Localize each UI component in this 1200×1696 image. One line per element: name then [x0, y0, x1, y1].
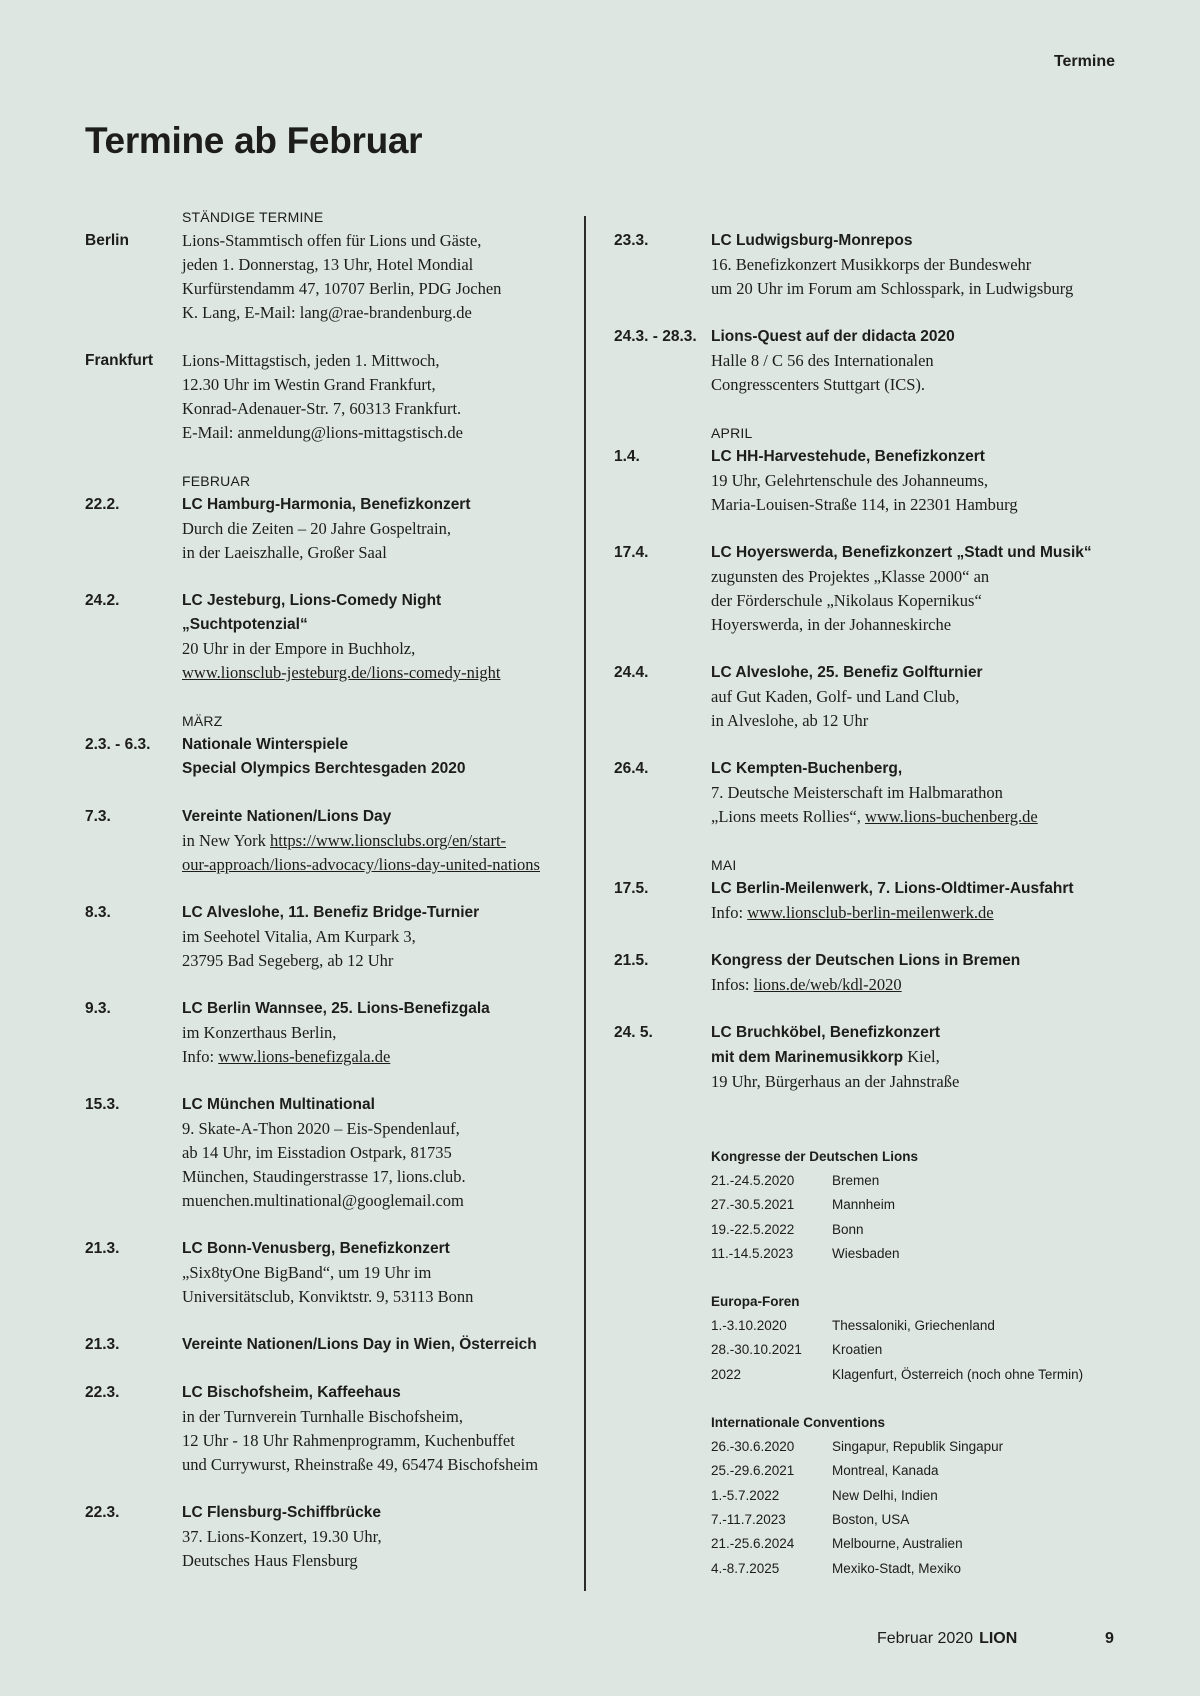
event-text: 37. Lions-Konzert, 19.30 Uhr, [182, 1527, 382, 1546]
event-entry [614, 757, 1134, 829]
event-details [182, 1501, 575, 1573]
event-title: LC Kempten-Buchenberg, [711, 760, 903, 777]
event-details [182, 1237, 575, 1309]
event-details [711, 325, 1134, 397]
event-link[interactable]: www.lions-buchenberg.de [864, 807, 1038, 826]
event-text: Universitätsclub, Konviktstr. 9, 53113 Bonn [182, 1287, 474, 1306]
event-text [182, 829, 575, 853]
event-details [711, 661, 1134, 733]
event-text-prefix: Infos: [711, 975, 754, 994]
table-location: Bremen [832, 1173, 880, 1188]
event-text [711, 973, 1134, 997]
event-text: ab 14 Uhr, im Eisstadion Ostpark, 81735 [182, 1143, 452, 1162]
event-details [182, 493, 575, 565]
table-date: 21.-25.6.2024 [711, 1536, 795, 1552]
dates-table-title: Europa-Foren [711, 1294, 800, 1310]
table-date: 1.-5.7.2022 [711, 1487, 780, 1503]
table-date: 1.-3.10.2020 [711, 1318, 787, 1334]
month-heading: MÄRZ [182, 713, 223, 729]
event-entry [85, 349, 575, 445]
event-text: 23795 Bad Segeberg, ab 12 Uhr [182, 951, 394, 970]
table-location: Mannheim [832, 1197, 896, 1213]
event-title: Special Olympics Berchtesgaden 2020 [182, 760, 466, 777]
event-entry [85, 229, 575, 325]
event-text [182, 1045, 575, 1069]
event-details [711, 541, 1134, 637]
page-number: 9 [1105, 1630, 1114, 1647]
dates-table [711, 1290, 1131, 1387]
event-date: 21.3. [85, 1336, 120, 1353]
table-location: Melbourne, Australien [832, 1536, 963, 1552]
event-entry [85, 493, 575, 565]
event-entry [614, 541, 1134, 637]
event-text: zugunsten des Projektes „Klasse 2000“ an [711, 567, 990, 586]
event-date: 26.4. [614, 760, 649, 777]
event-entry [85, 1093, 575, 1213]
event-text: Hoyerswerda, in der Johanneskirche [711, 615, 952, 634]
event-details [182, 1093, 575, 1213]
event-text: jeden 1. Donnerstag, 13 Uhr, Hotel Mondial [182, 255, 474, 274]
event-text: Konrad-Adenauer-Str. 7, 60313 Frankfurt. [182, 399, 462, 418]
event-text [182, 853, 575, 877]
event-entry [614, 877, 1134, 925]
event-date: 24.2. [85, 592, 120, 609]
table-location: Klagenfurt, Österreich (noch ohne Termin) [832, 1366, 1084, 1382]
event-entry [85, 733, 575, 781]
event-title: LC Flensburg-Schiffbrücke [182, 1504, 381, 1521]
event-title: LC HH-Harvestehude, Benefizkonzert [711, 448, 985, 465]
month-heading: STÄNDIGE TERMINE [182, 209, 324, 225]
table-row [711, 1338, 1131, 1362]
event-title: LC Hamburg-Harmonia, Benefizkonzert [182, 496, 471, 513]
event-text: und Currywurst, Rheinstraße 49, 65474 Bischofsheim [182, 1455, 539, 1474]
event-entry [85, 1333, 575, 1357]
event-text: 12 Uhr - 18 Uhr Rahmenprogramm, Kuchenbuffet [182, 1431, 515, 1450]
table-row [711, 1363, 1131, 1387]
table-row [711, 1459, 1131, 1483]
table-location: Montreal, Kanada [832, 1463, 939, 1479]
event-entry [614, 229, 1134, 301]
event-text: der Förderschule „Nikolaus Kopernikus“ [711, 591, 982, 610]
event-text-prefix: Info: [182, 1047, 219, 1066]
event-title: LC Alveslohe, 11. Benefiz Bridge-Turnier [182, 904, 480, 921]
event-entry [85, 1501, 575, 1573]
event-date: 21.3. [85, 1240, 120, 1257]
table-date: 4.-8.7.2025 [711, 1560, 780, 1576]
event-text: Durch die Zeiten – 20 Jahre Gospeltrain, [182, 519, 451, 538]
event-date: 7.3. [85, 808, 111, 825]
table-row [711, 1242, 1131, 1266]
event-details [182, 997, 575, 1069]
table-date: 7.-11.7.2023 [711, 1511, 786, 1527]
event-text: 20 Uhr in der Empore in Buchholz, [182, 639, 416, 658]
event-text: 19 Uhr, Bürgerhaus an der Jahnstraße [711, 1072, 960, 1091]
event-text: in der Laeiszhalle, Großer Saal [182, 543, 387, 562]
event-link[interactable]: our-approach/lions-advocacy/lions-day-united-nations [182, 855, 540, 874]
table-location: Kroatien [832, 1342, 883, 1358]
event-title: „Suchtpotenzial“ [182, 616, 308, 633]
event-text-prefix: „Lions meets Rollies“, [711, 807, 865, 826]
event-title: LC Berlin Wannsee, 25. Lions-Benefizgala [182, 1000, 490, 1017]
event-date: 22.3. [85, 1504, 120, 1521]
event-text: 16. Benefizkonzert Musikkorps der Bundeswehr [711, 255, 1032, 274]
event-title: Lions-Quest auf der didacta 2020 [711, 328, 955, 345]
month-heading: MAI [711, 857, 737, 873]
table-location: Boston, USA [832, 1511, 910, 1527]
event-date: 22.3. [85, 1384, 120, 1401]
table-location: Bonn [832, 1221, 864, 1237]
table-location: Wiesbaden [832, 1245, 900, 1261]
event-title: LC Alveslohe, 25. Benefiz Golfturnier [711, 664, 983, 681]
event-title: LC Jesteburg, Lions-Comedy Night [182, 592, 442, 609]
table-row [711, 1218, 1131, 1242]
event-text: Kiel, [903, 1047, 940, 1066]
left-column [85, 205, 575, 1573]
event-entry [614, 661, 1134, 733]
running-head: Termine [1053, 53, 1115, 70]
table-row [711, 1193, 1131, 1217]
footer-issue [877, 1630, 1017, 1648]
event-details [182, 349, 575, 445]
event-link[interactable]: www.lionsclub-berlin-meilenwerk.de [747, 903, 994, 922]
event-date: 17.5. [614, 880, 649, 897]
event-title: Vereinte Nationen/Lions Day in Wien, Österreich [182, 1336, 537, 1353]
table-row [711, 1508, 1131, 1532]
event-text: im Seehotel Vitalia, Am Kurpark 3, [182, 927, 416, 946]
event-details [711, 1021, 1134, 1094]
event-entry [614, 949, 1134, 997]
event-title: mit dem Marinemusikkorp [711, 1049, 904, 1066]
event-text-prefix: in New York [182, 831, 271, 850]
page-title: Termine ab Februar [85, 120, 423, 161]
table-date: 27.-30.5.2021 [711, 1197, 795, 1213]
event-text: Lions-Mittagstisch, jeden 1. Mittwoch, [182, 351, 440, 370]
event-title: Nationale Winterspiele [182, 736, 349, 753]
event-title: LC Bonn-Venusberg, Benefizkonzert [182, 1240, 450, 1257]
table-row [711, 1169, 1131, 1193]
event-text: K. Lang, E-Mail: lang@rae-brandenburg.de [182, 303, 472, 322]
event-title: LC Bruchköbel, Benefizkonzert [711, 1024, 941, 1041]
event-date: Berlin [85, 232, 129, 249]
event-link[interactable]: lions.de/web/kdl-2020 [753, 975, 902, 994]
table-row [711, 1314, 1131, 1338]
event-details [182, 1381, 575, 1477]
magazine-name: LION [979, 1630, 1018, 1647]
event-text: E-Mail: anmeldung@lions-mittagstisch.de [182, 423, 463, 442]
table-date: 21.-24.5.2020 [711, 1173, 795, 1188]
event-title: LC Ludwigsburg-Monrepos [711, 232, 913, 249]
event-entry [614, 445, 1134, 517]
table-location: Mexiko-Stadt, Mexiko [832, 1560, 962, 1576]
event-entry [85, 1237, 575, 1309]
event-title: LC Bischofsheim, Kaffeehaus [182, 1384, 401, 1401]
event-date: 15.3. [85, 1096, 120, 1113]
event-text: 9. Skate-A-Thon 2020 – Eis-Spendenlauf, [182, 1119, 460, 1138]
event-date: 9.3. [85, 1000, 111, 1017]
event-text: Halle 8 / C 56 des Internationalen [711, 351, 934, 370]
dates-table [711, 1411, 1131, 1581]
issue-date: Februar 2020 [877, 1630, 974, 1647]
event-date: 24.4. [614, 664, 649, 681]
event-details [711, 757, 1134, 829]
event-text: 12.30 Uhr im Westin Grand Frankfurt, [182, 375, 436, 394]
table-location: New Delhi, Indien [832, 1487, 938, 1503]
event-entry [85, 589, 575, 685]
dates-tables [711, 1145, 1131, 1581]
event-text: in der Turnverein Turnhalle Bischofsheim, [182, 1407, 463, 1426]
table-row [711, 1532, 1131, 1556]
table-date: 19.-22.5.2022 [711, 1221, 795, 1237]
event-date: 17.4. [614, 544, 649, 561]
event-text: auf Gut Kaden, Golf- und Land Club, [711, 687, 960, 706]
event-text: in Alveslohe, ab 12 Uhr [711, 711, 869, 730]
event-date: 22.2. [85, 496, 120, 513]
table-location: Thessaloniki, Griechenland [832, 1318, 995, 1334]
event-date: 1.4. [614, 448, 640, 465]
event-details [182, 733, 575, 781]
table-row [711, 1484, 1131, 1508]
event-entry [85, 997, 575, 1069]
table-row [711, 1435, 1131, 1459]
table-date: 28.-30.10.2021 [711, 1342, 802, 1358]
month-heading: FEBRUAR [182, 473, 251, 489]
event-text: 7. Deutsche Meisterschaft im Halbmarathon [711, 783, 1003, 802]
event-text [182, 661, 575, 685]
event-text: Congresscenters Stuttgart (ICS). [711, 375, 926, 394]
event-details [182, 1333, 575, 1357]
event-entry [614, 1021, 1134, 1094]
event-title-line [711, 1045, 1134, 1070]
month-heading: APRIL [711, 425, 753, 441]
event-title: LC Berlin-Meilenwerk, 7. Lions-Oldtimer-Ausfahrt [711, 880, 1074, 897]
event-text: „Six8tyOne BigBand“, um 19 Uhr im [182, 1263, 432, 1282]
event-text [711, 805, 1134, 829]
event-entry [85, 805, 575, 877]
event-text: Lions-Stammtisch offen für Lions und Gäste, [182, 231, 482, 250]
event-details [182, 901, 575, 973]
event-entry [85, 901, 575, 973]
event-entry [614, 325, 1134, 397]
event-details [711, 949, 1134, 997]
event-text: München, Staudingerstrasse 17, lions.club. [182, 1167, 466, 1186]
event-link[interactable]: www.lions-benefizgala.de [218, 1047, 391, 1066]
right-column [614, 205, 1134, 1094]
event-text: Maria-Louisen-Straße 114, in 22301 Hamburg [711, 495, 1018, 514]
event-details [182, 805, 575, 877]
event-text: um 20 Uhr im Forum am Schlosspark, in Ludwigsburg [711, 279, 1074, 298]
event-date: Frankfurt [85, 352, 154, 369]
table-date: 11.-14.5.2023 [711, 1245, 794, 1261]
event-details [711, 229, 1134, 301]
table-date: 26.-30.6.2020 [711, 1439, 795, 1455]
event-details [711, 877, 1134, 925]
event-date: 2.3. - 6.3. [85, 736, 151, 753]
event-title: LC München Multinational [182, 1096, 375, 1113]
table-location: Singapur, Republik Singapur [832, 1439, 1004, 1455]
event-details [711, 445, 1134, 517]
event-title: Vereinte Nationen/Lions Day [182, 808, 392, 825]
dates-table-title: Internationale Conventions [711, 1415, 886, 1431]
event-link[interactable]: www.lionsclub-jesteburg.de/lions-comedy-night [182, 663, 501, 682]
event-details [182, 589, 575, 685]
event-date: 24. 5. [614, 1024, 653, 1041]
event-text: 19 Uhr, Gelehrtenschule des Johanneums, [711, 471, 989, 490]
event-entry [85, 1381, 575, 1477]
event-date: 24.3. - 28.3. [614, 328, 697, 345]
event-text: im Konzerthaus Berlin, [182, 1023, 337, 1042]
event-date: 21.5. [614, 952, 649, 969]
dates-table-title: Kongresse der Deutschen Lions [711, 1149, 919, 1164]
event-title: LC Hoyerswerda, Benefizkonzert „Stadt und Musik“ [711, 544, 1092, 561]
table-date: 25.-29.6.2021 [711, 1463, 795, 1479]
table-date: 2022 [711, 1366, 742, 1382]
event-details [182, 229, 575, 325]
event-text-prefix: Info: [711, 903, 748, 922]
dates-table [711, 1145, 1131, 1266]
event-title: Kongress der Deutschen Lions in Bremen [711, 952, 1021, 969]
event-date: 8.3. [85, 904, 111, 921]
event-link[interactable]: https://www.lionsclubs.org/en/start- [270, 831, 507, 850]
event-text: muenchen.multinational@googlemail.com [182, 1191, 464, 1210]
event-text [711, 901, 1134, 925]
table-row [711, 1557, 1131, 1581]
column-divider [584, 216, 586, 1591]
event-text: Kurfürstendamm 47, 10707 Berlin, PDG Jochen [182, 279, 502, 298]
event-text: Deutsches Haus Flensburg [182, 1551, 358, 1570]
event-date: 23.3. [614, 232, 649, 249]
